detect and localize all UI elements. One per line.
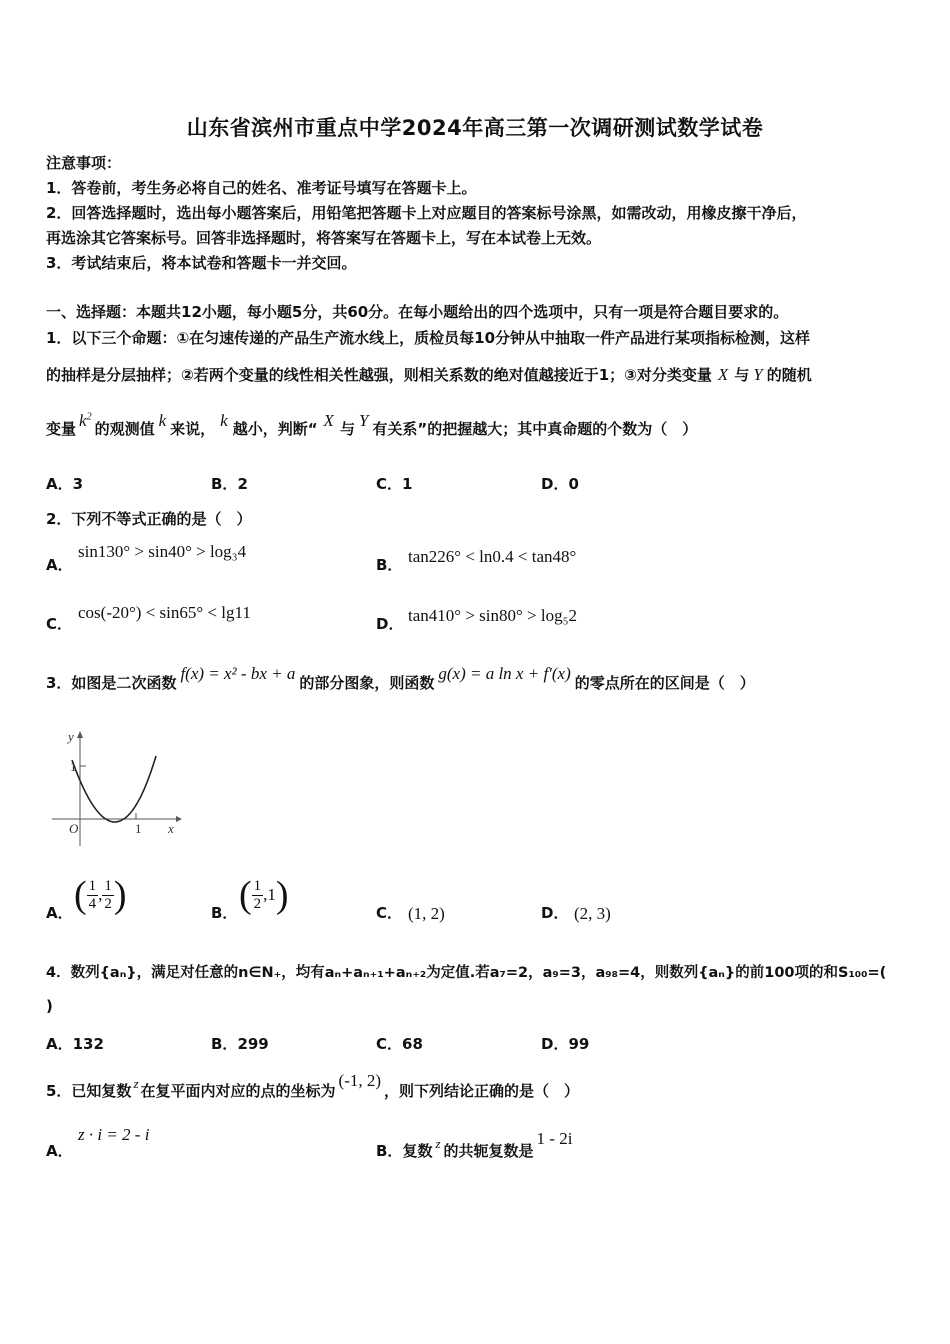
notice-item: 1．答卷前，考生务必将自己的姓名、准考证号填写在答题卡上。 (46, 179, 477, 197)
denominator: 2 (104, 895, 112, 912)
paren: ) (275, 874, 289, 916)
q5-z: z (435, 1136, 441, 1151)
q2-option-c-label[interactable]: C． (46, 615, 73, 633)
option-label: B． (376, 1142, 403, 1160)
q3-stem (46, 664, 755, 693)
q2-option-d-label[interactable]: D． (376, 615, 404, 633)
q2-option-a-expr: sin130° > sin40° > log₃4 (78, 542, 247, 561)
paren: ) (113, 874, 127, 916)
q1-var-x: X (717, 365, 729, 384)
q1-line3-text: 越小，判断“ (232, 420, 318, 438)
option-label: A． (46, 1035, 73, 1053)
q1-line3-text: 的观测值 (94, 420, 155, 438)
q5-b-text: 复数 (402, 1142, 433, 1160)
fraction (252, 878, 264, 913)
x-axis-arrow (176, 816, 182, 822)
option-label: A． (46, 475, 73, 493)
option-value: 299 (237, 1035, 269, 1053)
q3-option-a-expr (74, 876, 127, 914)
option-label: C． (376, 475, 403, 493)
option-value: 132 (72, 1035, 104, 1053)
q1-line3-text: 来说， (170, 420, 216, 438)
q2-option-b-label[interactable]: B． (376, 556, 403, 574)
q3-option-b-expr (239, 876, 289, 914)
option-value: 0 (568, 475, 579, 493)
q5-stem-text: 5．已知复数 (46, 1082, 132, 1100)
q5-stem-text: 在复平面内对应的点的坐标为 (140, 1082, 336, 1100)
value: 1 (267, 885, 276, 904)
q4-line1: 4．数列{aₙ}，满足对任意的n∈N₊，均有aₙ+aₙ₊₁+aₙ₊₂为定值.若a₇=2，a₉=3，a₉₈=4，则数列{aₙ}的前100项的和S₁₀₀=( (46, 965, 887, 981)
q1-var-y: Y (753, 365, 763, 384)
q3-stem-text: 的部分图象，则函数 (299, 674, 435, 692)
notice-item: 再选涂其它答案标号。回答非选择题时，将答案写在答题卡上，写在本试卷上无效。 (46, 229, 602, 247)
option-label: B． (211, 475, 238, 493)
notice-heading: 注意事项： (46, 154, 122, 172)
q4-option-d[interactable] (541, 1033, 589, 1054)
q1-line3 (46, 411, 698, 439)
section-heading: 一、选择题：本题共12小题，每小题5分，共60分。在每小题给出的四个选项中，只有一项是符合题目要求的。 (46, 303, 789, 321)
q1-k: k (79, 411, 87, 430)
q5-point: (-1, 2) (338, 1071, 382, 1090)
q2-option-c-expr: cos(-20°) < sin65° < lg11 (78, 603, 251, 622)
q3-f-expr: f(x) = x² - bx + a (180, 664, 296, 683)
q1-line2-text: 的随机 (766, 366, 812, 384)
q3-g-expr: g(x) = a ln x + f′(x) (438, 664, 571, 683)
denominator: 2 (253, 895, 262, 912)
numerator: 1 (253, 877, 262, 894)
q5-z: z (133, 1076, 139, 1091)
q1-option-b[interactable] (211, 473, 248, 494)
q1-line3-text: 有关系”的把握越大；其中真命题的个数为（ ） (372, 420, 698, 438)
q1-line2-text: 与 (734, 366, 750, 384)
q5-stem-text: ，则下列结论正确的是（ ） (384, 1082, 580, 1100)
paren: ( (239, 874, 252, 916)
q4-option-b[interactable] (211, 1033, 269, 1054)
graph-tick-label-y: 1 (70, 759, 77, 774)
q3-parabola-graph (44, 726, 184, 850)
q3-option-c-expr: (1, 2) (408, 904, 445, 923)
q2-option-a-label[interactable]: A． (46, 556, 73, 574)
q1-line1: 1．以下三个命题：①在匀速传递的产品生产流水线上，质检员每10分钟从中抽取一件产品进行某项指标检测，这样 (46, 329, 811, 347)
q4-line2: ) (46, 997, 53, 1015)
numerator: 1 (88, 877, 97, 894)
q1-k-exp: 2 (86, 411, 92, 423)
fraction (102, 878, 114, 913)
denominator: 4 (88, 895, 97, 912)
q1-line3-text: 与 (339, 420, 355, 438)
q1-var-x: X (323, 411, 334, 430)
q3-option-c-label[interactable]: C． (376, 904, 403, 922)
q1-k: k (220, 411, 228, 430)
option-value: 2 (237, 475, 248, 493)
q1-line2 (46, 364, 812, 385)
q3-stem-text: 的零点所在的区间是（ ） (574, 674, 755, 692)
option-value: 99 (568, 1035, 590, 1053)
q1-var-y: Y (358, 411, 369, 430)
option-value: 68 (402, 1035, 423, 1053)
graph-x-label: x (168, 821, 174, 836)
q3-option-b-label[interactable]: B． (211, 904, 238, 922)
numerator: 1 (104, 877, 112, 894)
q5-option-a-label[interactable]: A． (46, 1142, 73, 1160)
q1-k: k (158, 411, 167, 430)
option-value: 3 (72, 475, 84, 493)
option-value: 1 (402, 475, 413, 493)
q1-k-squared (76, 411, 95, 430)
option-label: D． (541, 1035, 569, 1053)
graph-y-label: y (68, 729, 74, 744)
option-label: B． (211, 1035, 238, 1053)
graph-origin-label: O (69, 821, 79, 836)
q5-b-text: 的共轭复数是 (443, 1142, 534, 1160)
option-label: C． (376, 1035, 403, 1053)
q2-option-b-expr: tan226° < ln0.4 < tan48° (408, 547, 577, 566)
paren: ( (74, 874, 87, 916)
page-title: 山东省滨州市重点中学2024年高三第一次调研测试数学试卷 (186, 116, 764, 140)
q1-option-d[interactable] (541, 473, 579, 494)
notice-item: 3．考试结束后，将本试卷和答题卡一并交回。 (46, 254, 357, 272)
q1-line2-text: 的抽样是分层抽样；②若两个变量的线性相关性越强，则相关系数的绝对值越接近于1；③对分类变量 (46, 366, 712, 384)
option-label: D． (541, 475, 569, 493)
fraction (87, 878, 99, 913)
q3-option-a-label[interactable]: A． (46, 904, 73, 922)
q5-option-a-expr: z · i = 2 - i (78, 1125, 150, 1144)
q5-b-expr: 1 - 2i (536, 1129, 573, 1148)
comma: , (98, 885, 103, 904)
q1-option-a[interactable] (46, 473, 83, 494)
q5-option-b[interactable] (376, 1129, 575, 1161)
q1-option-c[interactable] (376, 473, 412, 494)
notice-item: 2．回答选择题时，选出每小题答案后，用铅笔把答题卡上对应题目的答案标号涂黑，如需改动，用橡皮擦干净后， (46, 204, 807, 222)
y-axis-arrow (77, 731, 83, 738)
q5-stem (46, 1071, 580, 1101)
q1-line3-text: 变量 (46, 420, 77, 438)
q2-option-d-expr: tan410° > sin80° > log₅2 (408, 606, 578, 625)
q4-option-c[interactable] (376, 1033, 423, 1054)
q3-option-d-label[interactable]: D． (541, 904, 569, 922)
q4-option-a[interactable] (46, 1033, 104, 1054)
q2-stem: 2．下列不等式正确的是（ ） (46, 510, 252, 528)
graph-tick-label-x: 1 (135, 821, 142, 836)
comma: , (263, 885, 268, 904)
q3-stem-text: 3．如图是二次函数 (46, 674, 177, 692)
q3-option-d-expr: (2, 3) (574, 904, 611, 923)
